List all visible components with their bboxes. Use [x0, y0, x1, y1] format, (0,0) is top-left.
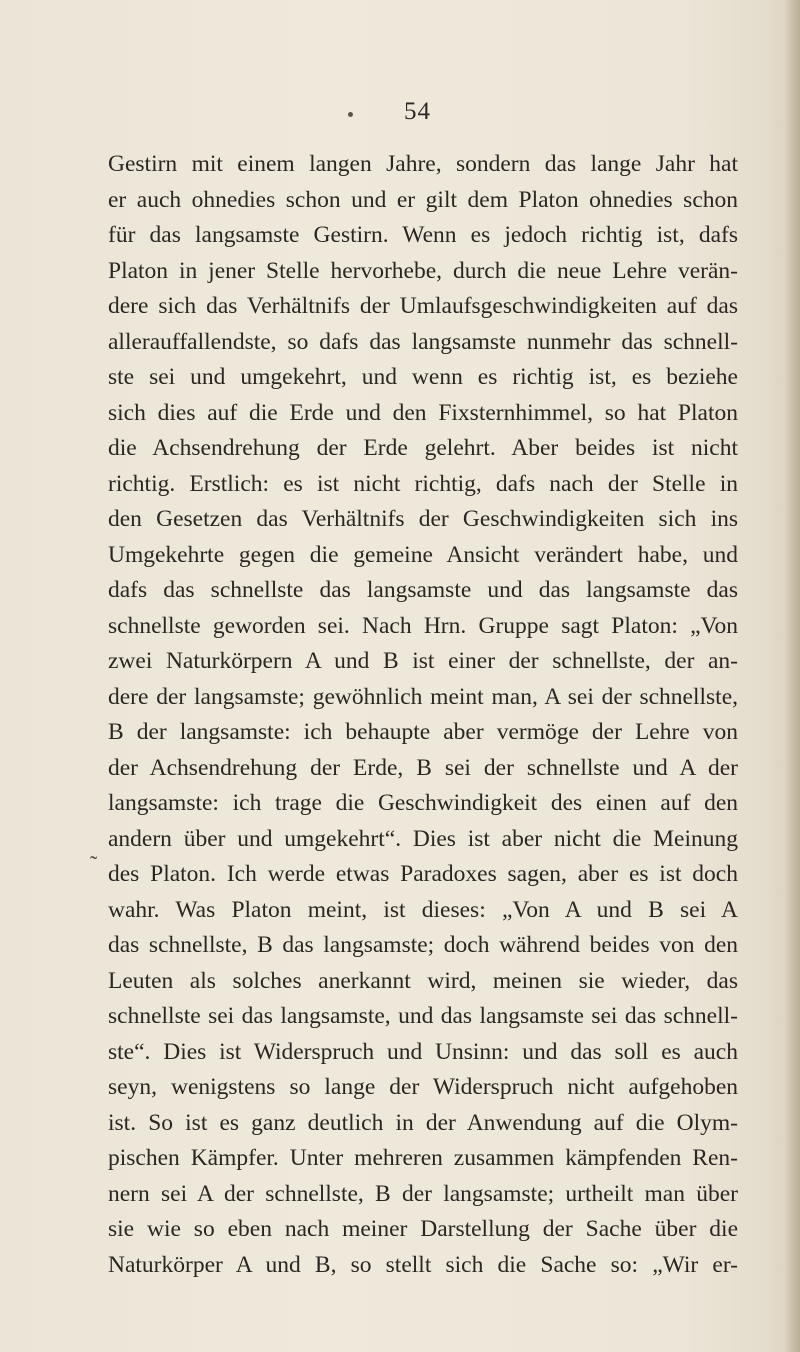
text-line: Leuten als solches anerkannt wird, meinen sie wieder, das — [108, 967, 738, 994]
text-line: Umgekehrte gegen die gemeine Ansicht verändert habe, und — [108, 541, 738, 568]
text-line: B der langsamste: ich behaupte aber vermöge der Lehre von — [108, 719, 738, 745]
text-line: dere sich das Verhältnifs der Umlaufsgeschwindigkeiten auf das — [108, 293, 738, 319]
text-line: Platon in jener Stelle hervorhebe, durch die neue Lehre verän- — [108, 257, 738, 284]
text-line: zwei Naturkörpern A und B ist einer der schnellste, der an- — [108, 648, 738, 674]
text-line: schnellste sei das langsamste, und das langsamste sei das schnell- — [108, 1003, 738, 1029]
text-line: dere der langsamste; gewöhnlich meint man, A sei der schnellste, — [108, 683, 738, 710]
text-line: allerauffallendste, so dafs das langsamste nunmehr das schnell- — [108, 328, 738, 355]
text-line: sich dies auf die Erde und den Fixsternhimmel, so hat Platon — [108, 399, 738, 426]
page-number: 54 — [404, 98, 431, 125]
text-line: Naturkörper A und B, so stellt sich die Sache so: „Wir er- — [108, 1251, 738, 1278]
text-line: der Achsendrehung der Erde, B sei der schnellste und A der — [108, 754, 738, 781]
text-line: pischen Kämpfer. Unter mehreren zusammen kämpfenden Ren- — [108, 1145, 738, 1171]
ink-dot-mark — [348, 112, 353, 117]
text-line: des Platon. Ich werde etwas Paradoxes sagen, aber es ist doch — [108, 861, 738, 887]
text-line: die Achsendrehung der Erde gelehrt. Aber beides ist nicht — [108, 435, 738, 461]
text-line: seyn, wenigstens so lange der Widerspruch nicht aufgehoben — [108, 1074, 738, 1100]
margin-mark: ˜ — [90, 851, 98, 876]
body-text — [108, 147, 738, 1283]
text-line: dafs das schnellste das langsamste und das langsamste das — [108, 577, 738, 603]
text-line: er auch ohnedies schon und er gilt dem Platon ohnedies schon — [108, 186, 738, 213]
text-line: richtig. Erstlich: es ist nicht richtig, dafs nach der Stelle in — [108, 470, 738, 497]
text-line: das schnellste, B das langsamste; doch während beides von den — [108, 932, 738, 958]
text-line: ste“. Dies ist Widerspruch und Unsinn: und das soll es auch — [108, 1038, 738, 1065]
text-line: sie wie so eben nach meiner Darstellung der Sache über die — [108, 1216, 738, 1242]
text-line: ste sei und umgekehrt, und wenn es richtig ist, es beziehe — [108, 364, 738, 390]
text-line: wahr. Was Platon meint, ist dieses: „Von A und B sei A — [108, 896, 738, 923]
text-line: andern über und umgekehrt“. Dies ist aber nicht die Meinung — [108, 825, 738, 852]
text-line: für das langsamste Gestirn. Wenn es jedoch richtig ist, dafs — [108, 222, 738, 248]
text-line: schnellste geworden sei. Nach Hrn. Gruppe sagt Platon: „Von — [108, 612, 738, 639]
text-line: nern sei A der schnellste, B der langsamste; urtheilt man über — [108, 1180, 738, 1207]
page-edge-shadow — [784, 0, 800, 1352]
text-line: ist. So ist es ganz deutlich in der Anwendung auf die Olym- — [108, 1109, 738, 1136]
text-line: den Gesetzen das Verhältnifs der Geschwindigkeiten sich ins — [108, 506, 738, 532]
text-line: Gestirn mit einem langen Jahre, sondern das lange Jahr hat — [108, 151, 738, 177]
text-line: langsamste: ich trage die Geschwindigkeit des einen auf den — [108, 790, 738, 816]
